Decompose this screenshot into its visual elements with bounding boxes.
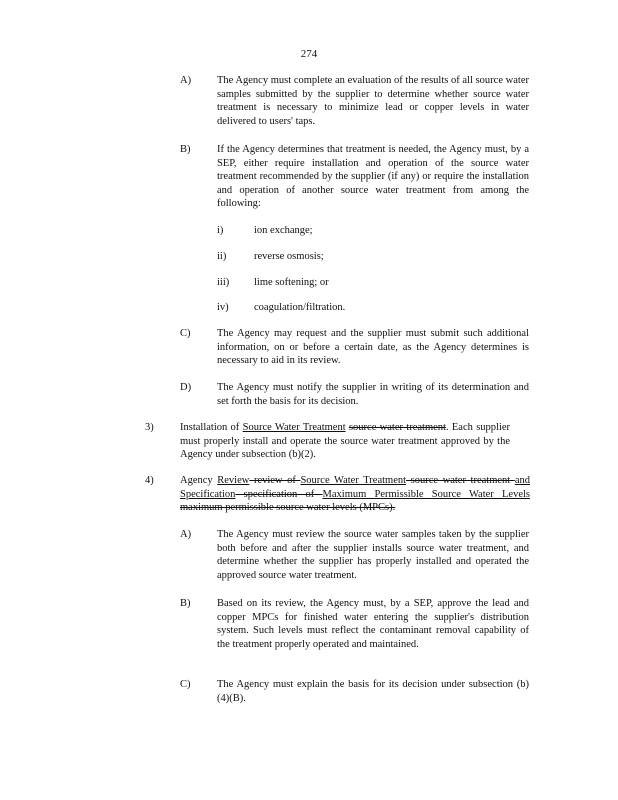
- sub-item-lime-softening: lime softening; or: [254, 277, 329, 288]
- section-3-prefix: Installation of: [180, 422, 243, 433]
- page-number: 274: [300, 48, 318, 60]
- sub-item-coagulation: coagulation/filtration.: [254, 302, 346, 313]
- inserted-text: Source Water Treatment: [242, 422, 346, 433]
- paragraph-b-treatment-needed: If the Agency determines that treatment is needed, the Agency must, by a SEP, either require installation and operation of the source water treatment recommended by the supplier (if any) or require the installation and operation of another source water treatment from among the following:: [217, 144, 529, 209]
- paragraph-c-explain: The Agency must explain the basis for its decision under subsection (b)(4)(B).: [217, 679, 529, 704]
- item-label-c: C): [180, 328, 191, 339]
- section-3-body: . Each supplier must properly install and operate the source water treatment approved by the Agency under subsection (b)(2).: [180, 422, 511, 460]
- item-label-a-2: A): [180, 529, 192, 540]
- sub-label-iv: iv): [217, 302, 229, 313]
- deleted-maximum-permissible: maximum permissible source water levels (MPCs).: [180, 502, 396, 513]
- sub-item-reverse-osmosis: reverse osmosis;: [254, 251, 324, 262]
- sub-label-ii: ii): [217, 251, 227, 262]
- section-3-installation: [180, 421, 510, 462]
- inserted-and-specification: and Specification: [180, 475, 530, 500]
- section-4-heading: [180, 474, 530, 515]
- paragraph-b-approve-mpcs: Based on its review, the Agency must, by a SEP, approve the lead and copper MPCs for finished water entering the supplier's distribution system. Such levels must reflect the contaminant removal capability of the treatment properly operated and maintained.: [217, 598, 529, 650]
- paragraph-a-evaluation: The Agency must complete an evaluation of the results of all source water samples submitted by the supplier to determine whether source water treatment is necessary to minimize lead or copper levels in water delivered to users' taps.: [217, 75, 529, 127]
- inserted-review: Review: [217, 475, 250, 486]
- deleted-text: source water treatment: [348, 422, 446, 433]
- item-label-c-2: C): [180, 679, 191, 690]
- paragraph-c-additional-info: The Agency may request and the supplier must submit such additional information, on or before a certain date, as the Agency determines is necessary to aid in its review.: [217, 328, 529, 366]
- sub-label-i: i): [217, 225, 224, 236]
- sub-item-ion-exchange: ion exchange;: [254, 225, 313, 236]
- sub-label-iii: iii): [217, 277, 230, 288]
- item-label-b-2: B): [180, 598, 191, 609]
- deleted-source-water-treatment: source water treatment: [406, 475, 515, 486]
- paragraph-d-notify: The Agency must notify the supplier in writing of its determination and set forth the basis for its decision.: [217, 382, 529, 407]
- item-label-b: B): [180, 144, 191, 155]
- inserted-source-water-treatment: Source Water Treatment: [300, 475, 407, 486]
- section-label-3: 3): [145, 422, 154, 433]
- inserted-maximum-permissible: Maximum Permissible Source Water Levels: [322, 488, 531, 500]
- item-label-a: A): [180, 75, 192, 86]
- paragraph-a-review: The Agency must review the source water samples taken by the supplier both before and after the supplier installs source water treatment, and determine whether the supplier has properly installed and operated the approved source water treatment.: [217, 529, 529, 581]
- deleted-review: review of: [249, 475, 301, 486]
- section-label-4: 4): [145, 475, 154, 486]
- item-label-d: D): [180, 382, 192, 393]
- deleted-specification: specification of: [235, 488, 323, 500]
- heading-text-1: Agency: [180, 475, 218, 486]
